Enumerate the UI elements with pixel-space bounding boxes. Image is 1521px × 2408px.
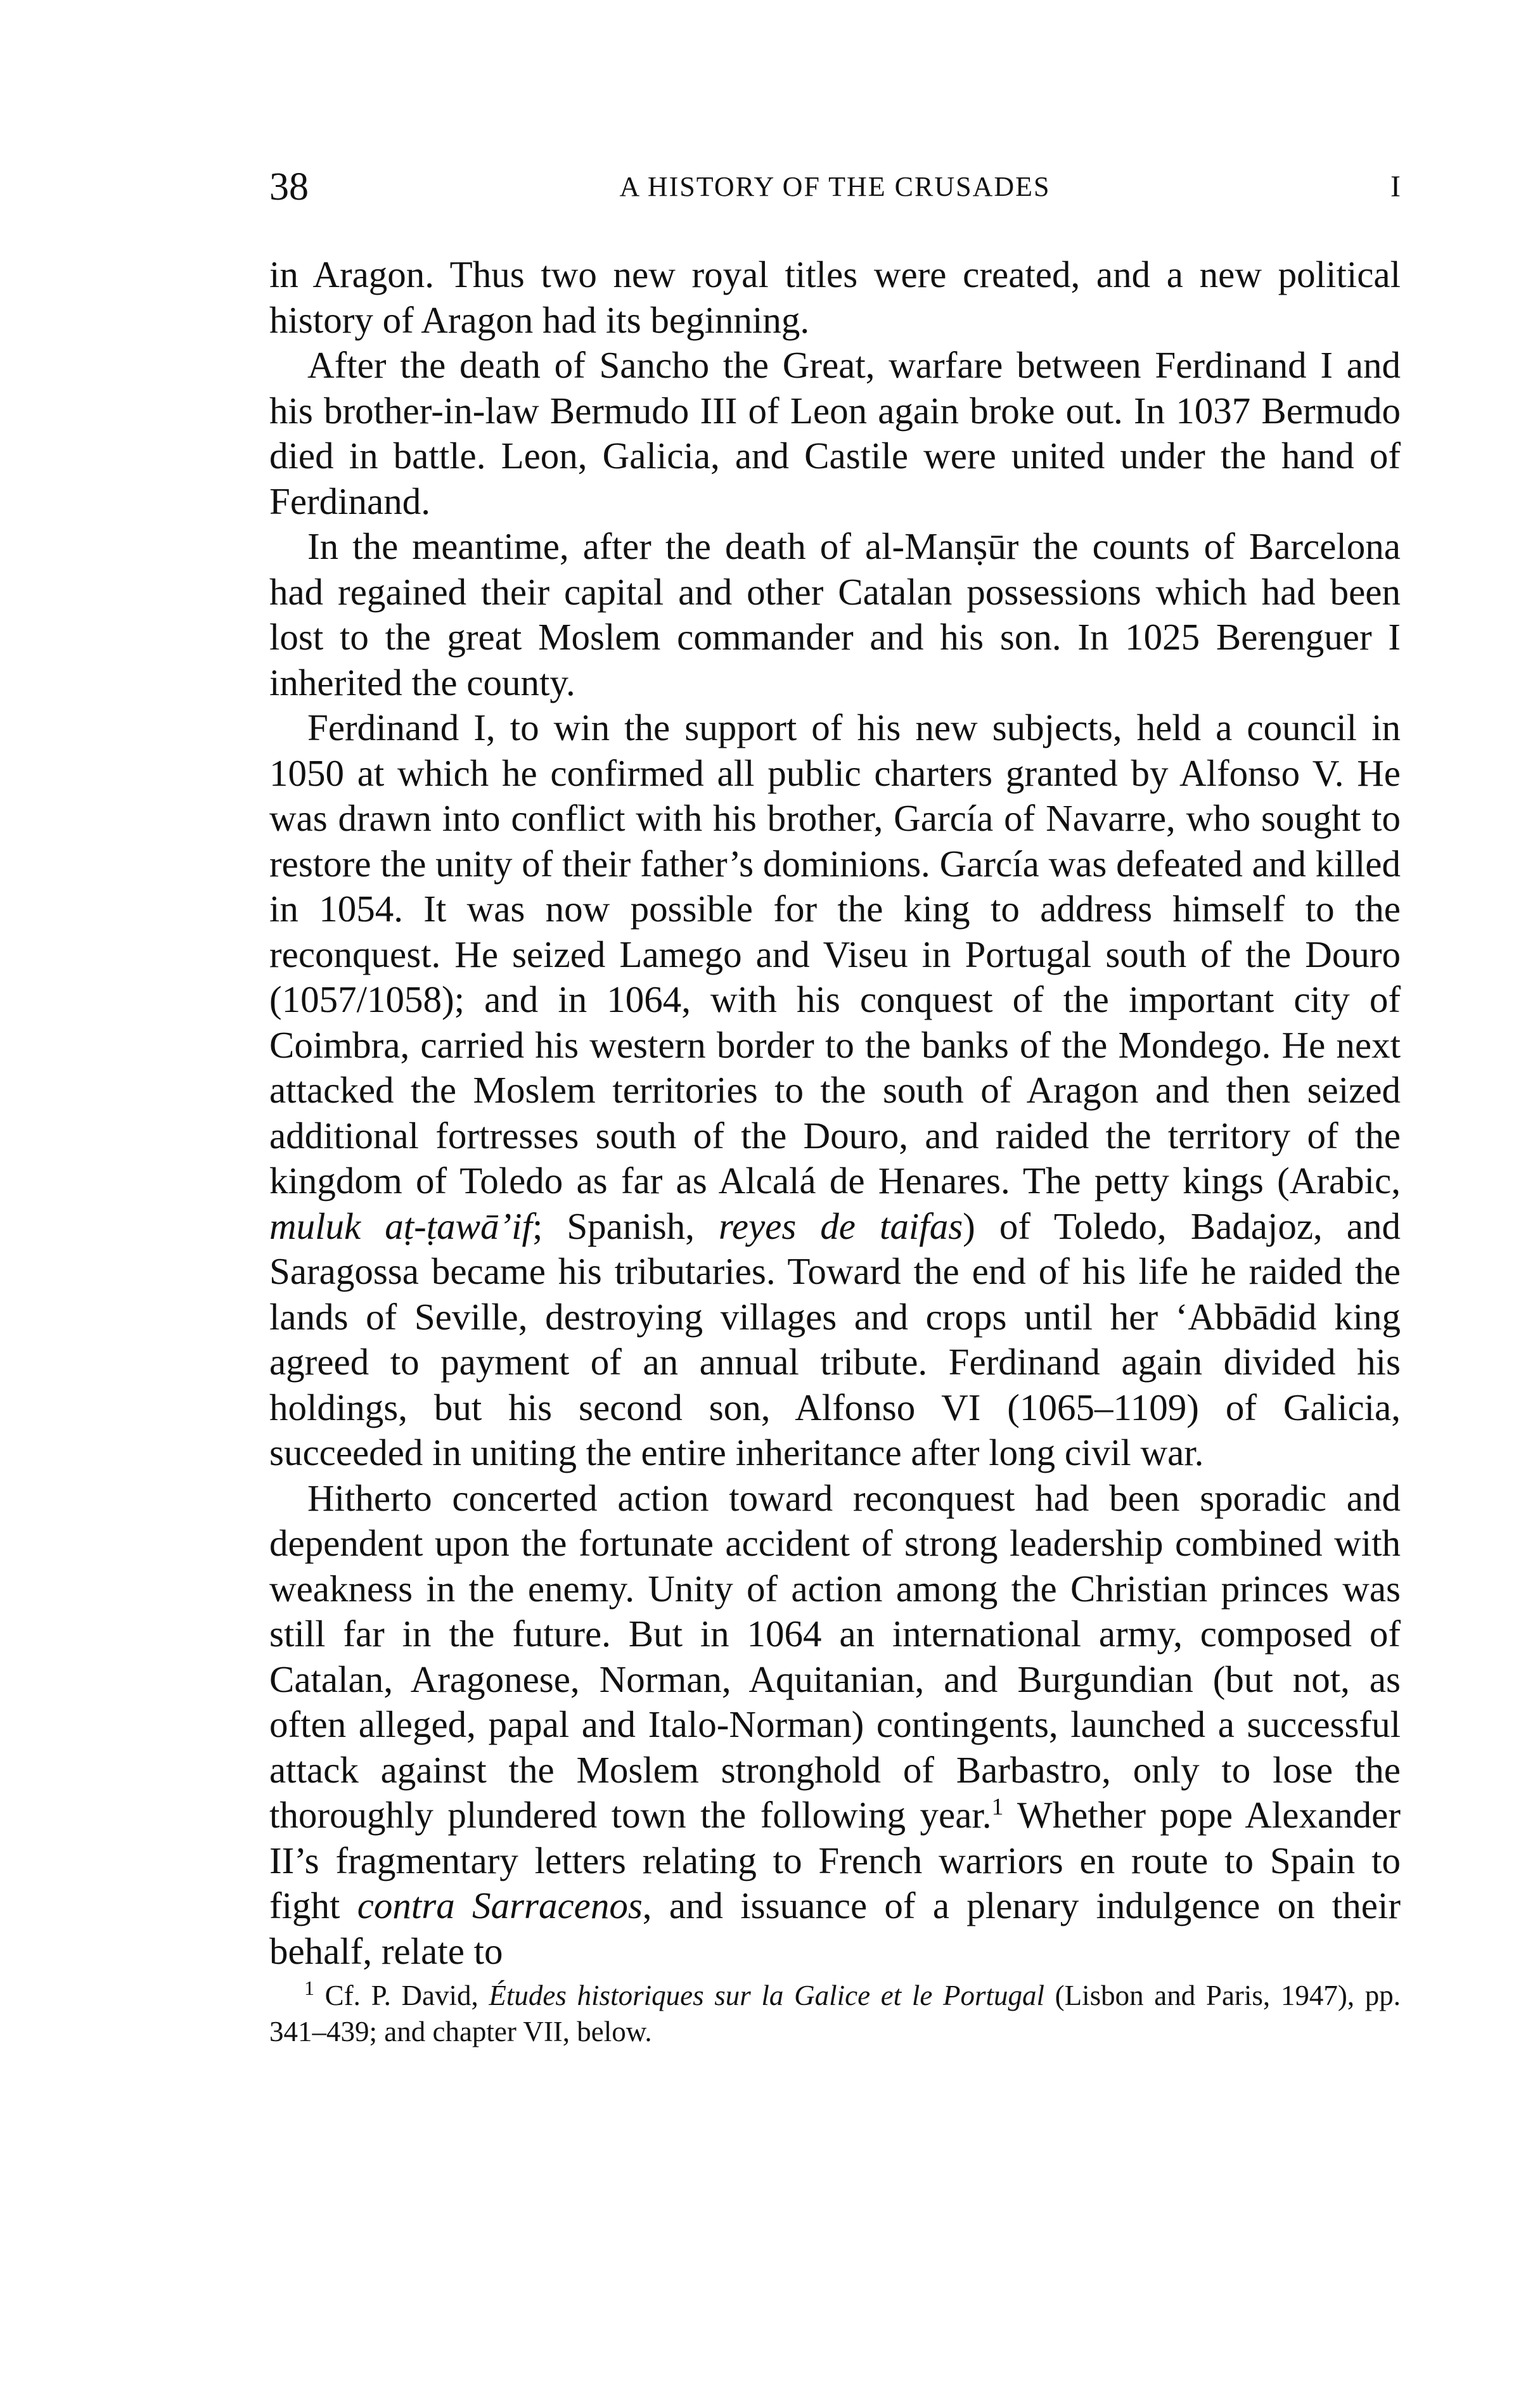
- latin-phrase: contra Sarracenos: [357, 1885, 643, 1926]
- paragraph-3: In the meantime, after the death of al-Manṣūr the counts of Barcelona had regained their capital and other Catalan possessions which had been lost to the great Moslem commander and his son. In 1025 Berenguer I inherited the county.: [269, 525, 1401, 703]
- page-number: 38: [269, 165, 309, 208]
- paragraph-4-text: ; Spanish,: [532, 1205, 719, 1247]
- paragraph-5-text: Whether pope Alexander II’s fragmentary letters relating to French warriors en route to Spain to fight: [269, 1794, 1401, 1926]
- running-header: [269, 158, 1401, 215]
- footnote: [269, 1978, 1401, 2050]
- book-page: [269, 158, 1401, 2050]
- footnote-text: Cf. P. David,: [314, 1980, 489, 2011]
- paragraph-2: After the death of Sancho the Great, warfare between Ferdinand I and his brother-in-law Bermudo III of Leon again broke out. In 1037 Bermudo died in battle. Leon, Galicia, and Castile were united under the hand of Ferdinand.: [269, 344, 1401, 522]
- main-text: [269, 252, 1401, 1974]
- footnote-text: (Lisbon and Paris, 1947), pp. 341–439; and chapter VII, below.: [269, 1980, 1401, 2047]
- spanish-term: reyes de taifas: [718, 1205, 963, 1247]
- paragraph-5-text: Hitherto concerted action toward reconquest had been sporadic and dependent upon the fortunate accident of strong leadership combined with weakness in the enemy. Unity of action among the Christian princes was still far in the future. But in 1064 an international army, composed of Catalan, Aragonese, Norman, Aquitanian, and Burgundian (but not, as often alleged, papal and Italo-Norman) contingents, launched a successful attack against the Moslem stronghold of Barbastro, only to lose the thoroughly plundered town the following year.: [269, 1476, 1401, 1836]
- paragraph-4: [269, 705, 1401, 1476]
- paragraph-4-text: Ferdinand I, to win the support of his new subjects, held a council in 1050 at which he confirmed all public charters granted by Alfonso V. He was drawn into conflict with his brother, García of Navarre, who sought to restore the unity of their father’s dominions. García was defeated and killed in 1054. It was now possible for the king to address himself to the reconquest. He seized Lamego and Viseu in Portugal south of the Douro (1057/1058); and in 1064, with his conquest of the important city of Coimbra, carried his western border to the banks of the Mondego. He next attacked the Moslem territories to the south of Aragon and then seized additional fortresses south of the Douro, and raided the territory of the kingdom of Toledo as far as Alcalá de Henares. The petty kings (Arabic,: [269, 707, 1401, 1201]
- paragraph-5-text: , and issuance of a plenary indulgence on their behalf, relate to: [269, 1885, 1401, 1972]
- cited-title: Études historiques sur la Galice et le Portugal: [489, 1980, 1044, 2011]
- paragraph-4-text: ) of Toledo, Badajoz, and Saragossa became his tributaries. Toward the end of his life he raided the lands of Seville, destroying villages and crops until her ‘Abbādid king agreed to payment of an annual tribute. Ferdinand again divided his holdings, but his second son, Alfonso VI (1065–1109) of Galicia, succeeded in uniting the entire inheritance after long civil war.: [269, 1205, 1401, 1473]
- arabic-term: muluk aṭ-ṭawā’if: [269, 1205, 532, 1247]
- footnote-reference[interactable]: 1: [991, 1793, 1004, 1821]
- section-number: I: [1390, 170, 1401, 203]
- paragraph-1: in Aragon. Thus two new royal titles were created, and a new political history of Aragon had its beginning.: [269, 253, 1401, 341]
- running-title: A HISTORY OF THE CRUSADES: [619, 171, 1051, 202]
- paragraph-5: [269, 1476, 1401, 1975]
- footnote-mark: 1: [304, 1976, 314, 1999]
